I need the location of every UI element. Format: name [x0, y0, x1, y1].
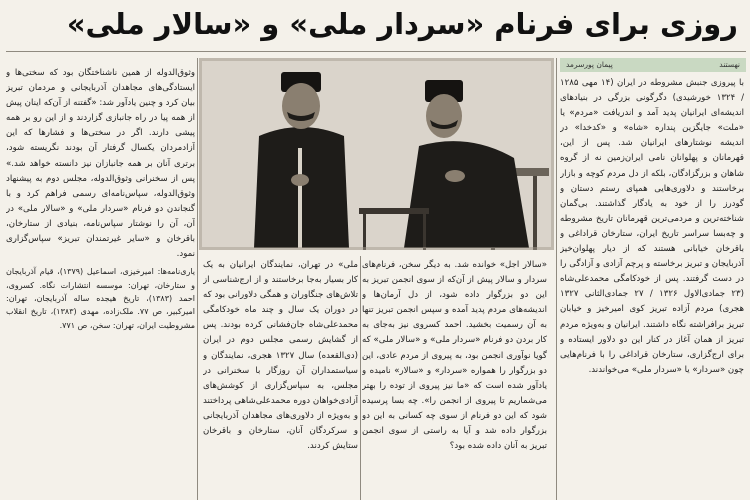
column-divider-1 [556, 58, 557, 500]
column-divider-3 [360, 256, 361, 500]
column-right-text: با پیروزی جنبش مشروطه در ایران (۱۴ مهی ۱۲۸۵ / ۱۳۲۴ خورشیدی) دگرگونی بزرگی در بنیادهای اندیشه‌ای ایرانیان پدید آمد و اندریافت «مردم» یا «ملت» جایگزین پنداره «شاه» و «کدخدا» در اندیشه نوشتارهای ایرانیان شد. پس از این، قهرمانان و پهلوانان نامی ایران‌زمین نه از گروه شاهان و بزرگزادگان، بلکه از دل مردم کوچه و بازار برخاستند و دلاوری‌هایی همپای رستم دستان و گودرز را از خود به یادگار گذاشتند. بی‌گمان شناخته‌ترین و مردمی‌ترین قهرمانان تاریخ مشروطه و چه‌بسا سراسر تاریخ ایران، ستارخان قراداغی و باقرخان خیابانی هستند که از دیار پهلوان‌خیز آذربایجان و تبریز برخاسته و پرچم آزادی و آزادگی را در دست گرفتند. پس از خودکامگی محمدعلی‌شاه (۲۳ جمادی‌الاول ۱۳۲۶ / ۲۷ جمادی‌الثانی ۱۳۲۷ هجری) مردم آزاده تبریز کوی امیرخیز و خیابان تبریز برافراشته نگاه داشتند. ایرانیان و به‌ویژه مردم تبریز از همان آغاز در کنار این دو دلاور ایستاده و برای ارج‌گزاری، ستارخان قراداغی را با فرنام‌هایی چون «سردار» یا «سردار ملی» می‌خواندند. [560, 78, 744, 375]
column-left [6, 66, 195, 500]
historic-photo [199, 58, 554, 250]
byline-bar [560, 58, 746, 72]
column-middle-left [203, 258, 358, 500]
article-headline: روزی برای فرنام «سردار ملی» و «سالار ملی» [66, 7, 738, 41]
genre-label: نهستند [719, 60, 740, 69]
column-left-text: وثوق‌الدوله از همین ناشناختگان بود که سختی‌ها و ایستادگی‌های مجاهدان آذربایجانی و مردمان تبریز بیان کرد و چنین یادآور شد: «گفتنه از آن‌که اینان پیش از همه پیا در راه جانبازی گزاردند و از این رو بر همه پیشی دارند. اگر در سختی‌ها و فشارها که این آزادمردان یکسال گرفتار آن بودند نگریسته شود، برتری آنان بر همه جانبازان نیز دانسته خواهد شد.» پس از سخنرانی وثوق‌الدوله، مجلس دوم به پیشنهاد وثوق‌الدوله، سپاس‌نامه‌ای رسمی فراهم کرد و با گنجاندن دو فرنام «سردار ملی» و «سالار ملی» در آن، آن را نوشتار سپاس‌نامه، بنیادی از ستارخان، باقرخان و «سایر غیرتمندان تبریز» سپاس‌گزاری نمود. [6, 68, 195, 260]
headline-rule [6, 51, 746, 52]
column-middle-right-text: «سالار اجل» خوانده شد. به دیگر سخن، فرنام‌های سردار و سالار پیش از آن‌که از سوی انجمن تبریز به این دو بزرگوار داده شود، از دل آرمان‌ها و اندیشه‌های مردم پدید آمده و سپس انجمن تبریز تنها به آن رسمیت بخشید. احمد کسروی نیز به‌جای به کار بردن دو فرنام «سردار ملی» و «سالار ملی» که گویا نوآوری انجمن بود، به پیروی از مردم عادی، این دو بزرگوار را همواره «سردار» و «سالار» نامیده و یادآور شده است که «ما نیز پیروی از توده را بهتر می‌شماریم تا پیروی از انجمن را». چه بسا پرسیده شود که این دو فرنام از سوی چه کسانی به این دو بزرگوار داده شد و آیا به راستی از سوی انجمن تبریز به آنان داده شده بود؟ [362, 260, 547, 452]
references: یاری‌نامه‌ها: امیرخیزی، اسماعیل (۱۳۷۹)، قیام آذربایجان و ستارخان، تهران: موسسه انتشارات نگاه. کسروی، احمد (۱۳۸۳)، تاریخ هیجده ساله آذربایجان، تهران: امیرکبیر، ص ۷۷. ملک‌زاده، مهدی (۱۳۸۳)، تاریخ انقلاب مشروطیت ایران، تهران: سخن، ص ۷۷۱. [6, 267, 195, 330]
column-middle-right [362, 258, 547, 500]
column-divider-2 [197, 58, 198, 500]
column-right [560, 76, 744, 500]
column-middle-left-text: ملی» در تهران، نمایندگان ایرانیان به یک کار بسیار به‌جا برخاستند و از ارج‌شناسی از تلاش‌های جنگاوران و همگی دلاورانی بود که در دوران یک سال و چند ماه خودکامگی محمدعلی‌شاه جان‌فشانی کرده بودند. پس از گشایش رسمی مجلس دوم در ایران (دی‌القعده) سال ۱۳۲۷ هجری، نمایندگان و سیاستمداران آن روزگار با سخنرانی در مجلس، به سپاس‌گزاری از کوشش‌های آزادی‌خواهان دوره محمدعلی‌شاهی پرداختند و به‌ویژه از دلاوری‌های مجاهدان آذربایجانی و سرکردگان آنان، ستارخان و باقرخان ستایش کردند. [203, 260, 358, 452]
photo-illustration [199, 58, 554, 250]
author-name: پیمان پورسرمد [566, 60, 613, 69]
